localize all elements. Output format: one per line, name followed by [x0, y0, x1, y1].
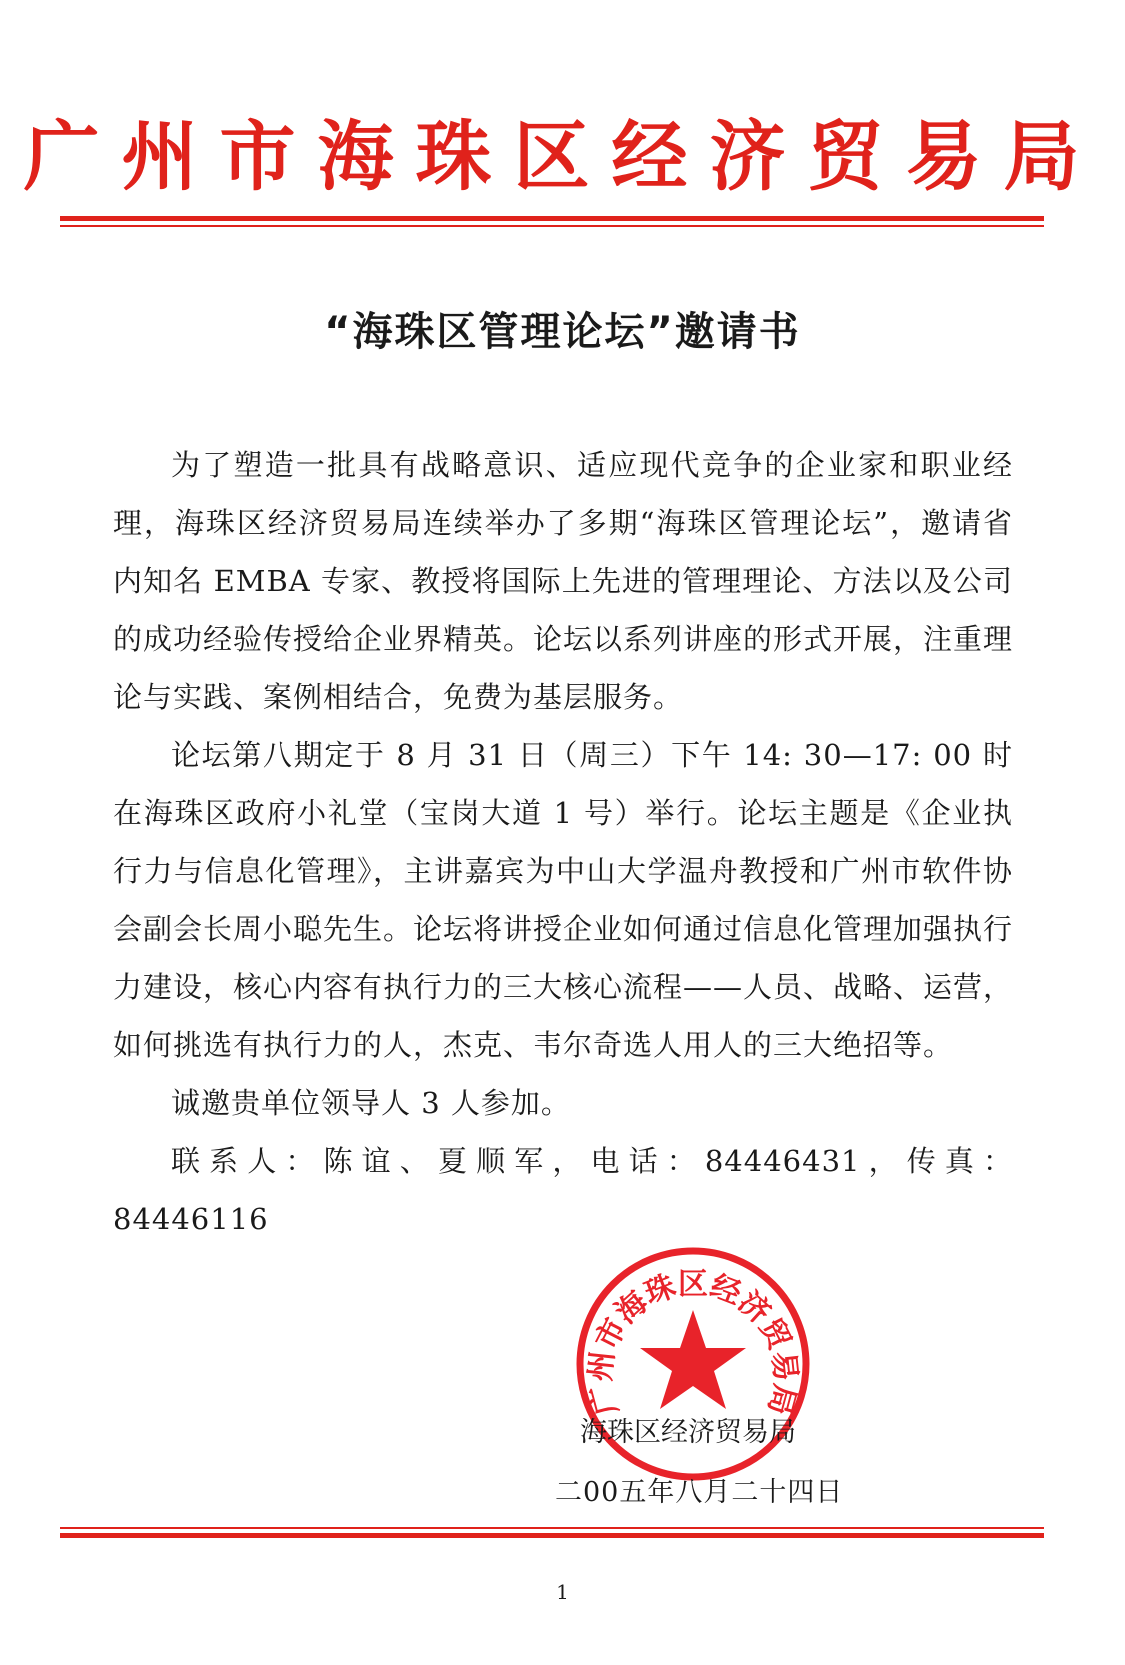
- paragraph-invitation: 诚邀贵单位领导人 3 人参加。: [171, 1086, 571, 1120]
- paragraph-event: 论坛第八期定于 8 月 31 日（周三）下午 14: 30—17: 00 时在海珠区政府小礼堂（宝岗大道 1 号）举行。论坛主题是《企业执行力与信息化管理》，主讲嘉宾为中山大学温舟教授和广州市软件协会副会长周小聪先生。论坛将讲授企业如何通过信息化管理加强执行力建设，核心内容有执行力的三大核心流程——人员、战略、运营，如何挑选有执行力的人，杰克、韦尔奇选人用人的三大绝招等。: [113, 738, 1014, 1062]
- page-number: 1: [556, 1580, 569, 1604]
- document-body: [113, 436, 1013, 1248]
- paragraph-intro: 为了塑造一批具有战略意识、适应现代竞争的企业家和职业经理，海珠区经济贸易局连续举办了多期“海珠区管理论坛”，邀请省内知名 EMBA 专家、教授将国际上先进的管理理论、方法以及公司的成功经验传授给企业界精英。论坛以系列讲座的形式开展，注重理论与实践、案例相结合，免费为基层服务。: [113, 448, 1014, 714]
- seal-text: 广州市海珠区经济贸易局: [583, 1266, 803, 1419]
- header-rule: [60, 216, 1044, 227]
- signature-date: 二00五年八月二十四日: [555, 1477, 844, 1508]
- document-title: “海珠区管理论坛”邀请书: [324, 309, 801, 355]
- footer-rule-thin: [60, 1527, 1044, 1529]
- header-rule-thick: [60, 216, 1044, 221]
- star-icon: [640, 1310, 746, 1409]
- signature-org: 海珠区经济贸易局: [580, 1417, 796, 1448]
- letterhead-title: 广州市海珠区经济贸易局: [23, 112, 1102, 201]
- footer-rule: [60, 1527, 1044, 1538]
- paragraph-contact: 联系人：陈谊、夏顺军，电话：84446431，传真：84446116: [113, 1144, 1013, 1236]
- header-rule-thin: [60, 225, 1044, 227]
- footer-rule-thick: [60, 1533, 1044, 1538]
